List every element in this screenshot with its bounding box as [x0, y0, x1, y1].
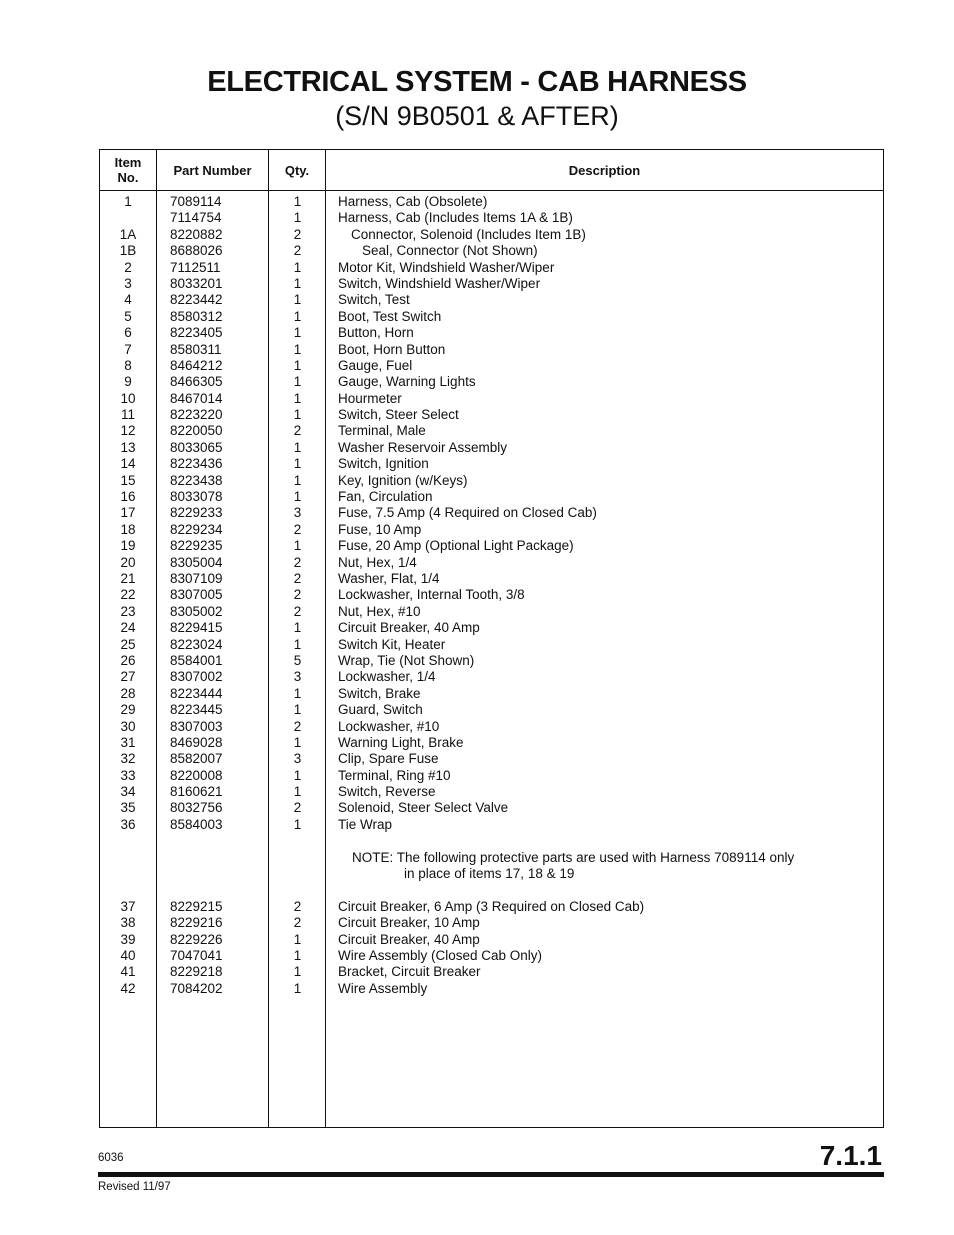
part-number: 8580312	[170, 308, 223, 324]
part-number: 7089114	[170, 194, 222, 209]
quantity: 1	[293, 308, 302, 324]
spacer	[100, 833, 883, 849]
quantity: 3	[293, 669, 302, 685]
description: Gauge, Warning Lights	[338, 374, 476, 390]
quantity: 2	[293, 603, 302, 619]
note-block	[100, 850, 883, 899]
part-number: 8223442	[170, 292, 223, 308]
table-row	[100, 571, 883, 587]
header-qty: Qty.	[284, 162, 310, 178]
item-number: 31	[120, 734, 136, 750]
table-row	[100, 587, 883, 603]
item-number: 37	[120, 898, 136, 914]
table-row	[100, 391, 883, 407]
description: Circuit Breaker, 10 Amp	[338, 915, 480, 931]
quantity: 1	[293, 685, 302, 701]
table-row	[100, 784, 883, 800]
quantity: 1	[293, 194, 302, 209]
quantity: 1	[293, 964, 302, 980]
item-number: 6	[124, 325, 132, 341]
description: Button, Horn	[338, 325, 414, 341]
table-body	[100, 194, 883, 997]
table-row	[100, 800, 883, 816]
item-number: 10	[120, 390, 136, 406]
item-number: 42	[120, 980, 136, 996]
table-row	[100, 276, 883, 292]
item-number: 33	[120, 767, 136, 783]
part-number: 8580311	[170, 341, 222, 357]
description: Boot, Test Switch	[338, 308, 442, 324]
table-row	[100, 309, 883, 325]
item-number: 16	[120, 489, 136, 505]
item-number: 29	[120, 702, 136, 718]
part-number: 8307005	[170, 587, 223, 603]
description: Nut, Hex, #10	[338, 603, 421, 619]
description: Circuit Breaker, 40 Amp	[338, 931, 480, 947]
quantity: 1	[293, 767, 302, 783]
table-row	[100, 899, 883, 915]
table-row	[100, 522, 883, 538]
page-subtitle: (S/N 9B0501 & AFTER)	[335, 101, 619, 131]
item-number: 20	[120, 554, 136, 570]
part-number: 8160621	[170, 784, 223, 800]
item-number: 23	[120, 603, 136, 619]
note-line-1: NOTE: The following protective parts are used with Harness 7089114 only	[352, 849, 795, 865]
item-number: 19	[120, 538, 136, 554]
part-number: 7114754	[170, 210, 222, 226]
quantity: 2	[293, 570, 302, 586]
description: Lockwasher, 1/4	[338, 669, 436, 685]
quantity: 1	[293, 636, 302, 652]
part-number: 8229216	[170, 915, 223, 931]
table-row	[100, 604, 883, 620]
table-row	[100, 719, 883, 735]
description: Lockwasher, Internal Tooth, 3/8	[338, 587, 525, 603]
table-row	[100, 227, 883, 243]
part-number: 7047041	[170, 947, 223, 963]
part-number: 8032756	[170, 800, 223, 816]
part-number: 8229226	[170, 931, 223, 947]
part-number: 8229235	[170, 538, 223, 554]
table-row	[100, 817, 883, 833]
item-number: 40	[120, 947, 136, 963]
item-number: 8	[124, 357, 132, 373]
table-row	[100, 325, 883, 341]
table-row	[100, 669, 883, 685]
table-row	[100, 653, 883, 669]
table-row	[100, 505, 883, 521]
table-row	[100, 538, 883, 554]
quantity: 1	[293, 325, 302, 341]
item-number: 22	[120, 587, 136, 603]
table-row	[100, 292, 883, 308]
description: Warning Light, Brake	[338, 734, 464, 750]
item-number: 11	[120, 407, 135, 423]
description: Clip, Spare Fuse	[338, 751, 439, 767]
quantity: 1	[293, 734, 302, 750]
table-row	[100, 555, 883, 571]
table-row	[100, 260, 883, 276]
quantity: 1	[293, 456, 302, 472]
part-number: 8220882	[170, 226, 223, 242]
quantity: 1	[293, 341, 302, 357]
quantity: 1	[293, 210, 302, 226]
part-number: 8223405	[170, 325, 223, 341]
quantity: 1	[293, 980, 302, 996]
description: Fuse, 10 Amp	[338, 521, 422, 537]
description: Switch, Windshield Washer/Wiper	[338, 275, 541, 291]
part-number: 8229415	[170, 620, 223, 636]
quantity: 2	[293, 718, 302, 734]
description: Nut, Hex, 1/4	[338, 554, 417, 570]
quantity: 1	[293, 947, 302, 963]
description: Washer, Flat, 1/4	[338, 570, 440, 586]
table-row	[100, 735, 883, 751]
description: Wrap, Tie (Not Shown)	[338, 652, 475, 668]
quantity: 3	[293, 505, 302, 521]
part-number: 8307109	[170, 570, 223, 586]
description: Connector, Solenoid (Includes Item 1B)	[351, 226, 586, 242]
part-number: 8033201	[170, 275, 223, 291]
table-row	[100, 473, 883, 489]
part-number: 8223220	[170, 407, 223, 423]
quantity: 2	[293, 554, 302, 570]
page-number: 6036	[98, 1152, 124, 1164]
description: Bracket, Circuit Breaker	[338, 964, 481, 980]
table-row	[100, 456, 883, 472]
table-row	[100, 440, 883, 456]
description: Fuse, 20 Amp (Optional Light Package)	[338, 538, 574, 554]
item-number: 5	[124, 308, 132, 324]
table-row	[100, 342, 883, 358]
item-number: 28	[120, 685, 136, 701]
item-number: 1A	[119, 226, 137, 242]
description: Circuit Breaker, 40 Amp	[338, 620, 480, 636]
table-row	[100, 768, 883, 784]
header-part-number: Part Number	[173, 162, 252, 178]
item-number: 14	[120, 456, 136, 472]
quantity: 1	[293, 931, 302, 947]
table-row	[100, 702, 883, 718]
description: Hourmeter	[338, 390, 402, 406]
item-number: 1	[124, 194, 132, 209]
item-number: 21	[120, 570, 136, 586]
table-row	[100, 620, 883, 636]
quantity: 1	[293, 702, 302, 718]
quantity: 2	[293, 587, 302, 603]
quantity: 1	[293, 292, 302, 308]
rows-group-a	[100, 194, 883, 833]
description: Washer Reservoir Assembly	[338, 439, 508, 455]
part-number: 8229233	[170, 505, 223, 521]
item-number: 39	[120, 931, 136, 947]
quantity: 1	[293, 816, 302, 832]
part-number: 8033065	[170, 439, 223, 455]
table-row	[100, 489, 883, 505]
description: Gauge, Fuel	[338, 357, 413, 373]
part-number: 7084202	[170, 980, 223, 996]
quantity: 2	[293, 226, 302, 242]
quantity: 1	[293, 439, 302, 455]
description: Boot, Horn Button	[338, 341, 446, 357]
rows-group-b	[100, 899, 883, 997]
description: Guard, Switch	[338, 702, 423, 718]
part-number: 8305002	[170, 603, 223, 619]
description: Tie Wrap	[338, 816, 393, 832]
quantity: 1	[293, 472, 302, 488]
quantity: 1	[293, 620, 302, 636]
quantity: 2	[293, 243, 302, 259]
description: Wire Assembly (Closed Cab Only)	[338, 947, 543, 963]
footer-rule	[98, 1172, 884, 1177]
part-number: 8220050	[170, 423, 223, 439]
part-number: 8584001	[170, 652, 223, 668]
section-number: 7.1.1	[819, 1140, 882, 1171]
table-row	[100, 964, 883, 980]
part-number: 8223444	[170, 685, 223, 701]
part-number: 8307002	[170, 669, 223, 685]
quantity: 1	[293, 357, 302, 373]
part-number: 8220008	[170, 767, 223, 783]
part-number: 8305004	[170, 554, 223, 570]
table-row	[100, 915, 883, 931]
description: Seal, Connector (Not Shown)	[362, 243, 538, 259]
item-number: 26	[120, 652, 136, 668]
item-number: 35	[120, 800, 136, 816]
part-number: 8307003	[170, 718, 223, 734]
header-description: Description	[568, 162, 641, 178]
part-number: 8688026	[170, 243, 223, 259]
description: Terminal, Male	[338, 423, 426, 439]
item-number: 27	[120, 669, 136, 685]
item-number: 4	[124, 292, 132, 308]
description: Switch, Test	[338, 292, 410, 308]
quantity: 5	[293, 652, 302, 668]
part-number: 8229218	[170, 964, 223, 980]
part-number: 8469028	[170, 734, 223, 750]
part-number: 8467014	[170, 390, 223, 406]
part-number: 8582007	[170, 751, 223, 767]
part-number: 8033078	[170, 489, 223, 505]
table-row	[100, 194, 883, 210]
description: Terminal, Ring #10	[338, 767, 451, 783]
description: Switch Kit, Heater	[338, 636, 446, 652]
item-number: 36	[120, 816, 136, 832]
quantity: 1	[293, 390, 302, 406]
quantity: 2	[293, 423, 302, 439]
item-number: 2	[124, 259, 132, 275]
part-number: 8466305	[170, 374, 223, 390]
part-number: 8223445	[170, 702, 223, 718]
description: Fan, Circulation	[338, 489, 433, 505]
item-number: 32	[120, 751, 136, 767]
table-row	[100, 981, 883, 997]
table-row	[100, 751, 883, 767]
quantity: 1	[293, 489, 302, 505]
header-divider	[100, 190, 883, 191]
item-number: 38	[120, 915, 136, 931]
quantity: 2	[293, 521, 302, 537]
table-row	[100, 686, 883, 702]
part-number: 7112511	[170, 259, 221, 275]
description: Switch, Steer Select	[338, 407, 459, 423]
table-row	[100, 948, 883, 964]
item-number: 1B	[119, 243, 137, 259]
part-number: 8229234	[170, 521, 223, 537]
description: Wire Assembly	[338, 980, 428, 996]
description: Switch, Reverse	[338, 784, 436, 800]
page-title: ELECTRICAL SYSTEM - CAB HARNESS	[207, 66, 747, 98]
description: Switch, Ignition	[338, 456, 429, 472]
description: Circuit Breaker, 6 Amp (3 Required on Closed Cab)	[338, 898, 645, 914]
item-number: 30	[120, 718, 136, 734]
table-row	[100, 423, 883, 439]
part-number: 8584003	[170, 816, 223, 832]
quantity: 1	[293, 784, 302, 800]
item-number: 13	[120, 439, 136, 455]
item-number: 25	[120, 636, 136, 652]
parts-table	[99, 149, 884, 1128]
part-number: 8229215	[170, 898, 223, 914]
quantity: 1	[293, 374, 302, 390]
part-number: 8223438	[170, 472, 223, 488]
item-number: 34	[120, 784, 136, 800]
header-item-no: Item No.	[114, 155, 142, 185]
quantity: 1	[293, 259, 302, 275]
item-number: 15	[120, 472, 136, 488]
quantity: 2	[293, 898, 302, 914]
quantity: 1	[293, 407, 302, 423]
table-row	[100, 243, 883, 259]
description: Harness, Cab (Includes Items 1A & 1B)	[338, 210, 573, 226]
description: Fuse, 7.5 Amp (4 Required on Closed Cab)	[338, 505, 597, 521]
description: Switch, Brake	[338, 685, 421, 701]
table-row	[100, 407, 883, 423]
table-row	[100, 358, 883, 374]
part-number: 8223024	[170, 636, 223, 652]
part-number: 8223436	[170, 456, 223, 472]
description: Solenoid, Steer Select Valve	[338, 800, 509, 816]
description: Harness, Cab (Obsolete)	[338, 194, 488, 209]
item-number: 17	[120, 505, 136, 521]
item-number: 12	[120, 423, 136, 439]
table-row	[100, 210, 883, 226]
item-number: 41	[120, 964, 136, 980]
table-row	[100, 374, 883, 390]
item-number: 3	[124, 275, 132, 291]
item-number: 24	[120, 620, 136, 636]
table-row	[100, 932, 883, 948]
quantity: 2	[293, 915, 302, 931]
description: Key, Ignition (w/Keys)	[338, 472, 468, 488]
quantity: 1	[293, 538, 302, 554]
description: Motor Kit, Windshield Washer/Wiper	[338, 259, 555, 275]
quantity: 3	[293, 751, 302, 767]
item-number: 9	[124, 374, 132, 390]
item-number: 7	[124, 341, 132, 357]
item-number: 18	[120, 521, 136, 537]
revision-date: Revised 11/97	[98, 1181, 171, 1193]
part-number: 8464212	[170, 357, 223, 373]
quantity: 1	[293, 275, 302, 291]
table-row	[100, 637, 883, 653]
description: Lockwasher, #10	[338, 718, 440, 734]
quantity: 2	[293, 800, 302, 816]
note-line-2: in place of items 17, 18 & 19	[404, 866, 575, 882]
